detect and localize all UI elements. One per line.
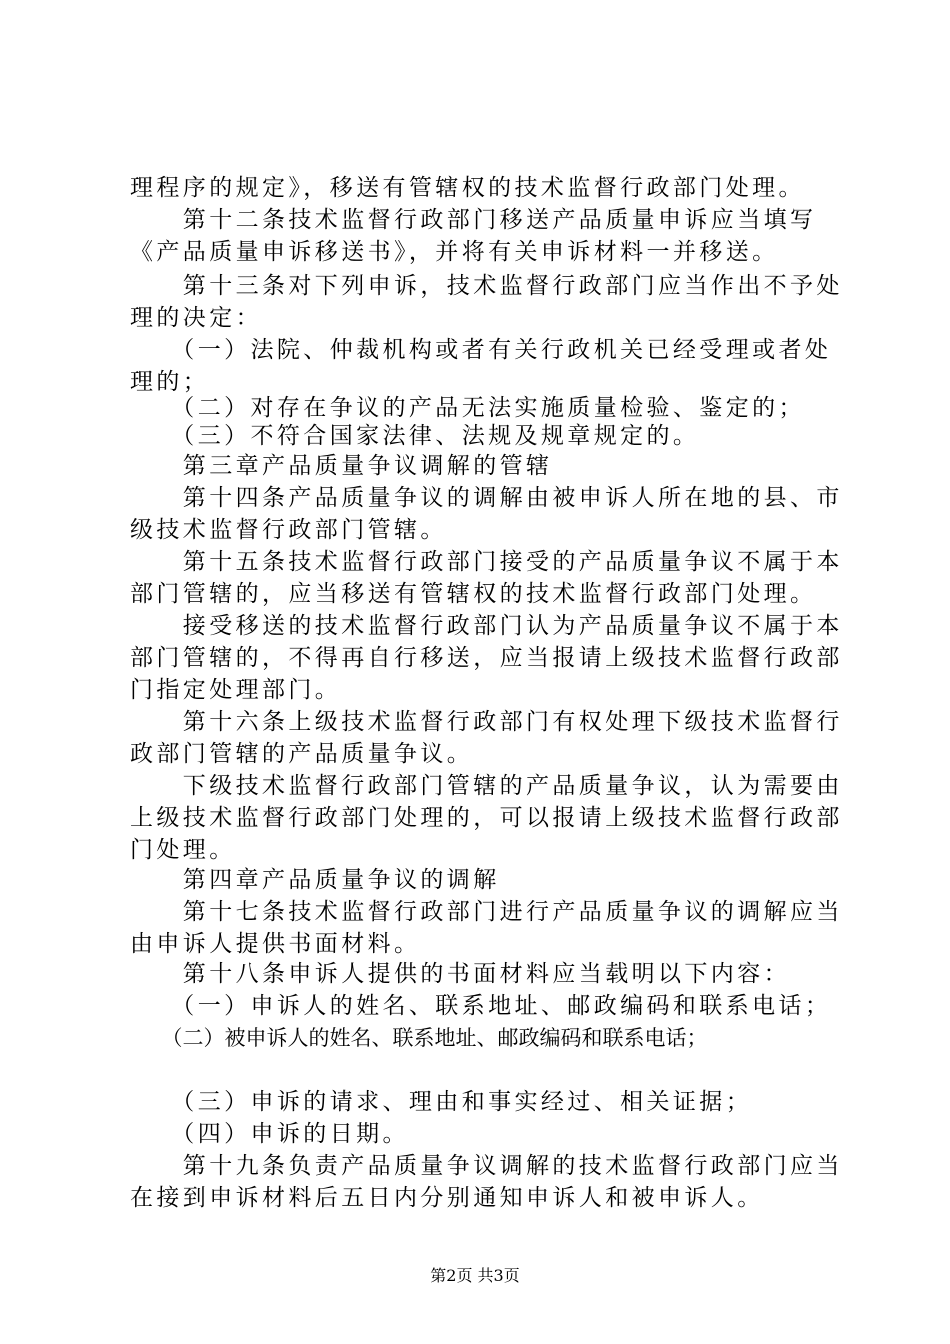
text-line: 政部门管辖的产品质量争议。	[130, 741, 474, 767]
text-line: （一）申诉人的姓名、联系地址、邮政编码和联系电话；	[130, 993, 832, 1019]
text-line: 部门管辖的，不得再自行移送，应当报请上级技术监督行政部	[130, 645, 843, 671]
text-line: 第十九条负责产品质量争议调解的技术监督行政部门应当	[130, 1153, 843, 1179]
text-line: 理程序的规定》，移送有管辖权的技术监督行政部门处理。	[130, 175, 805, 201]
text-line: 理的决定：	[130, 305, 262, 331]
text-line: 第十七条技术监督行政部门进行产品质量争议的调解应当	[130, 899, 843, 925]
chapter-heading: 第四章产品质量争议的调解	[130, 867, 500, 893]
text-line: 第十三条对下列申诉，技术监督行政部门应当作出不予处	[130, 273, 843, 299]
text-line: 第十二条技术监督行政部门移送产品质量申诉应当填写	[130, 207, 817, 233]
text-line: 接受移送的技术监督行政部门认为产品质量争议不属于本	[130, 613, 843, 639]
text-line: （三）申诉的请求、理由和事实经过、相关证据；	[130, 1089, 753, 1115]
text-line: 上级技术监督行政部门处理的，可以报请上级技术监督行政部	[130, 805, 843, 831]
text-line: 第十六条上级技术监督行政部门有权处理下级技术监督行	[130, 709, 843, 735]
text-line: 第十五条技术监督行政部门接受的产品质量争议不属于本	[130, 549, 843, 575]
text-line: 门指定处理部门。	[130, 677, 342, 703]
text-line: 第十四条产品质量争议的调解由被申诉人所在地的县、市	[130, 485, 843, 511]
text-line: （三）不符合国家法律、法规及规章规定的。	[130, 423, 700, 449]
text-line: （二）被申诉人的姓名、联系地址、邮政编码和联系电话；	[130, 1026, 708, 1050]
text-line: 由申诉人提供书面材料。	[130, 931, 421, 957]
text-line: 级技术监督行政部门管辖。	[130, 517, 447, 543]
chapter-heading: 第三章产品质量争议调解的管辖	[130, 453, 553, 479]
text-line: （二）对存在争议的产品无法实施质量检验、鉴定的；	[130, 395, 805, 421]
text-line: 门处理。	[130, 837, 236, 863]
text-line: 《产品质量申诉移送书》，并将有关申诉材料一并移送。	[130, 239, 779, 265]
text-line: 在接到申诉材料后五日内分别通知申诉人和被申诉人。	[130, 1185, 764, 1211]
text-line: 第十八条申诉人提供的书面材料应当载明以下内容：	[130, 961, 790, 987]
text-line: 理的；	[130, 369, 210, 395]
page-number-footer: 第2页 共3页	[430, 1266, 520, 1285]
text-line: （四）申诉的日期。	[130, 1121, 409, 1147]
text-line: 部门管辖的，应当移送有管辖权的技术监督行政部门处理。	[130, 581, 817, 607]
text-line: 下级技术监督行政部门管辖的产品质量争议，认为需要由	[130, 773, 843, 799]
text-line: （一）法院、仲裁机构或者有关行政机关已经受理或者处	[130, 337, 832, 363]
